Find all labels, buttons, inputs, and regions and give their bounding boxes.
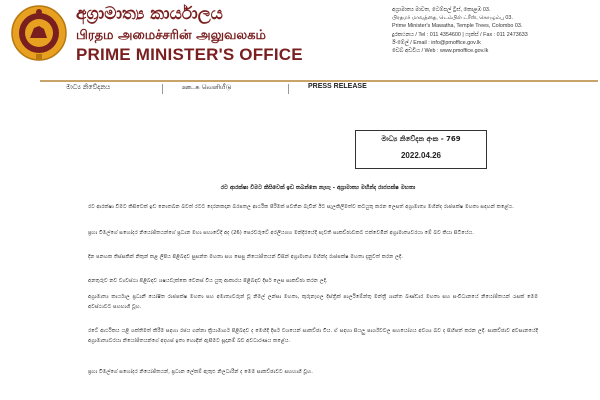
address-line: பிரதமர் மாவத்தை, டெம்பிள் ட்ரீஸ், கொழும்பு 03. — [392, 15, 513, 22]
body-paragraph: ප්‍රභා විමල්ගේ සහෝදර නියෝජිතයන්, ප්‍රධාන ලේකම් ඇතුළු නිලධාරීන් ද මෙම සාකච්ඡාවට සහභාගී වූහ. — [88, 369, 313, 375]
release-reference-box — [355, 130, 487, 169]
label-press-release-sinhala: මාධ්‍ය නිවේදනය — [66, 83, 111, 91]
phone-fax-line: දුරකථනය / Tel : 011 4354600 | ෆැක්ස් / Fax : 011 2473633 — [392, 31, 528, 38]
web-line: වෙබ් අඩවිය / Web : www.pmoffice.gov.lk — [392, 48, 489, 55]
national-emblem-icon — [10, 2, 68, 64]
email-line: ඊ-මේල් / Email : info@pmoffice.gov.lk — [392, 39, 481, 46]
office-name-sinhala: අග්‍රාමාත්‍ය කාර්යාලය — [76, 4, 223, 24]
release-number: මාධ්‍ය නිවේදන අංක - 769 — [381, 135, 461, 143]
body-paragraph: ප්‍රභා විමල්ගේ සහෝදර නියෝජිතයන්ගේ ප්‍රධාන මහා සභාවේදී අද (26) පෙරවරුවේ අරලියගහ මන්දිරයේදී පැවති සාකච්ඡාවකට එක්වෙමින් අග්‍රාමාත්‍යවරයා මේ බව කියා සිටියේය. — [88, 230, 474, 236]
office-name-english: PRIME MINISTER'S OFFICE — [76, 45, 303, 64]
body-paragraph: රට ආරක්ෂා වීමට කිසිවෙක් ඉඩ නොතබන බවත් රටට දෙරනකදාන බරපතල ආර්ථික පිරීමක් පවතින බැවින් ඊට සැලකිලිමත්ව කටයුතු කරන ලෙසත් අග්‍රාමාත්‍ය මහින්ද රාජපක්ෂ මහතා සඳහන් කළේය. — [88, 204, 514, 210]
address-line: අග්‍රාමාත්‍ය මාවත, ටෙම්පල් ට්‍රීස්, කොළඹ 03. — [392, 7, 491, 13]
label-separator — [162, 84, 163, 94]
body-paragraph: අනතුරුව නව ව්‍යවස්ථා පිළිබඳව ශෂයවැක්කෙ වෙනස් විය යුතු ආකාරය පිළිබඳව දීර්ඝ ලෙස සාකච්ඡා කරන ලදී. — [88, 278, 328, 284]
body-paragraph: දින පනහක තිස්සකින් නිතුන් කළ ලිපිය පිළිබඳව සුසන්ත මහතා සහ සෙසු නියෝජිතයන් විසින් අග්‍රාමාත්‍ය මහින්ද රාජපක්ෂ මහතා දැනුවත් කරන ලදී. — [88, 254, 403, 260]
address-line: Prime Minister's Mawatha, Temple Trees, Colombo 03. — [392, 23, 523, 30]
letterhead — [0, 0, 600, 78]
label-press-release-english: PRESS RELEASE — [308, 83, 367, 90]
office-name-tamil: பிரதம அமைச்சரின் அலுவலகம் — [76, 28, 266, 43]
press-release-headline: රට ආරක්ෂා විමට කිසිවෙක් ඉඩ තබන්නෙ නැහැ - අග්‍රාමාත්‍ය මහින්ද රාජපක්ෂ මහතා — [220, 185, 416, 191]
label-separator — [288, 84, 289, 94]
contact-block — [392, 6, 596, 55]
body-paragraph: අග්‍රාමාත්‍ය කාර්යාල ප්‍රධානී යෝෂිත රාජපක්ෂ මහතා සහ අමාත්‍යවරුන් වූ නිමල් ලන්සා මහතා, කුරුනැගල දිස්ත්‍රික් පාර්ලිමේන්තු මන්ත්‍රී ශාන්ත බණ්ඩාර මහතා සහ සංවිධානයේ නියෝජිතයන් රැසක් මෙම අවස්ථාවට සහභාගී වූහ. — [88, 294, 538, 310]
label-press-release-tamil: ஊடக வெளியீடு — [182, 83, 232, 91]
release-date: 2022.04.26 — [400, 151, 442, 160]
header-divider — [40, 80, 598, 82]
body-paragraph: රටේ ආර්ථිකය යළි ශක්තිමත් කිරීම සඳහා රජය ගන්නා ක්‍රියාමාර්ග පිළිබඳව ද මෙහිදී දීර්ඝ වශයෙන් සාකච්ඡා විය. ඒ සඳහා සියලු පාර්ශ්වවල සහයෝගය අවශ්‍ය බව ද සිහිපත් කරන ලදී. සාකච්ඡාව අවසානයේදී අග්‍රාමාත්‍යවරයා නියෝජිතයන්ගේ අදහස් ඉතා හොඳින් ඇසීමට සූදානම් බව අවධාරණය කළේය. — [88, 328, 538, 344]
